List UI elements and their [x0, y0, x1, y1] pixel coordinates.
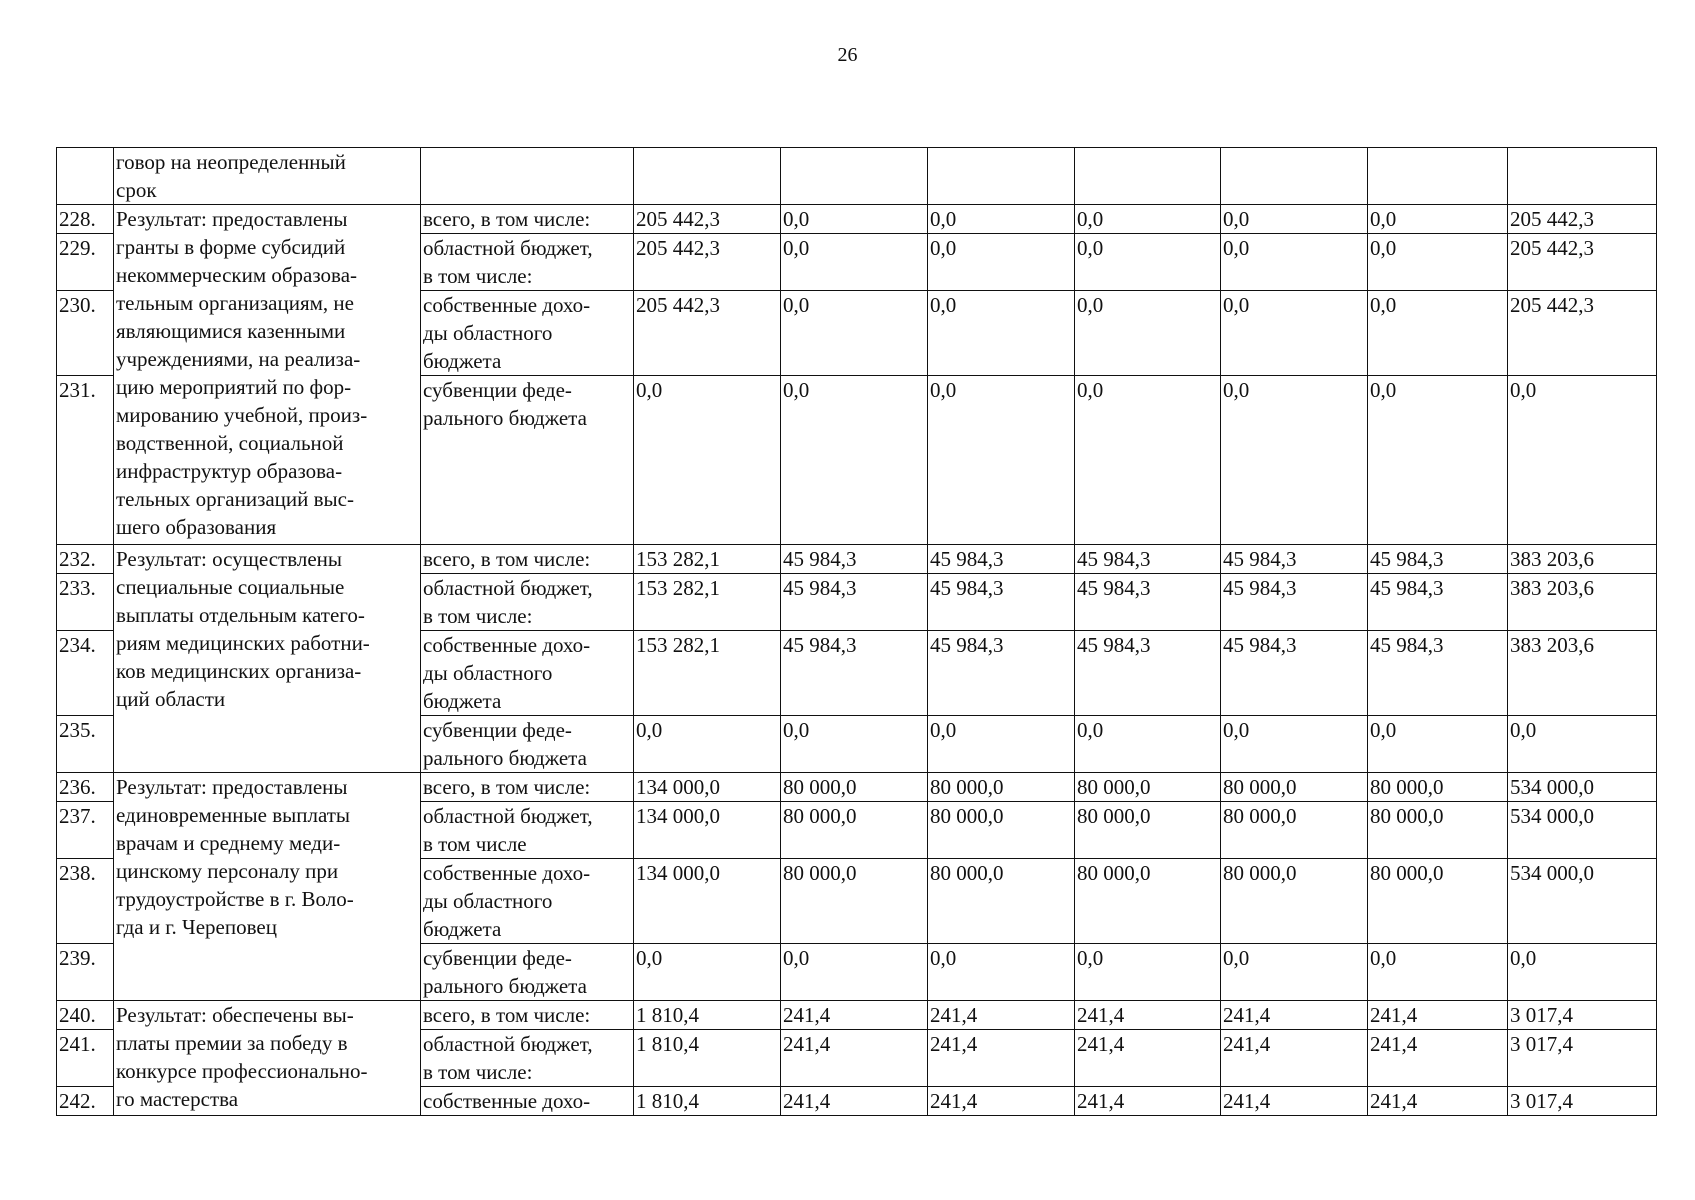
source-cell: областной бюджет, в том числе:	[421, 574, 634, 631]
value-cell: 241,4	[781, 1001, 928, 1030]
value-cell: 134 000,0	[634, 773, 781, 802]
value-cell: 0,0	[1221, 716, 1368, 773]
value-cell: 0,0	[1075, 944, 1221, 1001]
value-cell: 534 000,0	[1508, 859, 1657, 944]
value-cell: 0,0	[781, 234, 928, 291]
value-cell: 45 984,3	[1075, 574, 1221, 631]
row-number-cell: 232.	[57, 545, 114, 574]
value-cell: 0,0	[1508, 944, 1657, 1001]
value-cell: 0,0	[1368, 716, 1508, 773]
value-cell: 45 984,3	[928, 545, 1075, 574]
value-cell: 0,0	[634, 716, 781, 773]
value-cell: 134 000,0	[634, 859, 781, 944]
source-cell: субвенции феде- рального бюджета	[421, 944, 634, 1001]
row-number-cell	[57, 148, 114, 205]
table-row	[57, 545, 1657, 574]
value-cell: 0,0	[1508, 716, 1657, 773]
value-cell: 45 984,3	[1075, 631, 1221, 716]
value-cell: 153 282,1	[634, 631, 781, 716]
value-cell: 0,0	[928, 291, 1075, 376]
value-cell: 205 442,3	[1508, 234, 1657, 291]
result-cell: Результат: предоставлены единовременные выплаты врачам и среднему меди- цинскому персоналу при трудоустройстве в г. Воло- гда и г. Череповец	[114, 773, 421, 1001]
value-cell: 0,0	[781, 205, 928, 234]
row-number-cell: 230.	[57, 291, 114, 376]
source-cell: всего, в том числе:	[421, 545, 634, 574]
value-cell: 0,0	[1368, 234, 1508, 291]
value-cell: 0,0	[928, 205, 1075, 234]
value-cell: 205 442,3	[634, 291, 781, 376]
value-cell: 0,0	[781, 944, 928, 1001]
value-cell: 241,4	[781, 1030, 928, 1087]
row-number-cell: 236.	[57, 773, 114, 802]
value-cell	[634, 148, 781, 205]
value-cell: 1 810,4	[634, 1030, 781, 1087]
value-cell: 205 442,3	[634, 234, 781, 291]
value-cell: 0,0	[634, 944, 781, 1001]
row-number-cell: 235.	[57, 716, 114, 773]
table-row-continuation	[57, 148, 1657, 205]
value-cell	[781, 148, 928, 205]
value-cell: 241,4	[928, 1001, 1075, 1030]
value-cell: 45 984,3	[1368, 631, 1508, 716]
table-row	[57, 1001, 1657, 1030]
row-number-cell: 233.	[57, 574, 114, 631]
value-cell: 3 017,4	[1508, 1030, 1657, 1087]
value-cell: 241,4	[1368, 1087, 1508, 1116]
value-cell: 0,0	[1075, 716, 1221, 773]
row-number-cell: 241.	[57, 1030, 114, 1087]
value-cell: 80 000,0	[1368, 773, 1508, 802]
value-cell: 80 000,0	[1221, 802, 1368, 859]
value-cell: 45 984,3	[928, 574, 1075, 631]
value-cell: 241,4	[928, 1087, 1075, 1116]
budget-table	[56, 147, 1657, 1116]
value-cell: 80 000,0	[1075, 859, 1221, 944]
value-cell: 80 000,0	[1075, 773, 1221, 802]
source-cell: собственные дохо- ды областного бюджета	[421, 631, 634, 716]
source-cell: областной бюджет, в том числе:	[421, 234, 634, 291]
row-number-cell: 231.	[57, 376, 114, 545]
value-cell: 45 984,3	[781, 574, 928, 631]
source-cell: всего, в том числе:	[421, 205, 634, 234]
value-cell: 241,4	[1221, 1030, 1368, 1087]
source-cell: всего, в том числе:	[421, 773, 634, 802]
value-cell: 45 984,3	[1221, 574, 1368, 631]
value-cell: 383 203,6	[1508, 574, 1657, 631]
value-cell: 0,0	[634, 376, 781, 545]
source-cell: областной бюджет, в том числе:	[421, 1030, 634, 1087]
value-cell: 0,0	[1221, 205, 1368, 234]
value-cell: 0,0	[781, 291, 928, 376]
value-cell: 45 984,3	[1221, 631, 1368, 716]
value-cell: 534 000,0	[1508, 802, 1657, 859]
table-row	[57, 205, 1657, 234]
value-cell: 0,0	[1075, 205, 1221, 234]
value-cell: 80 000,0	[928, 773, 1075, 802]
source-cell: всего, в том числе:	[421, 1001, 634, 1030]
value-cell: 241,4	[1221, 1087, 1368, 1116]
value-cell: 0,0	[928, 234, 1075, 291]
value-cell: 45 984,3	[1075, 545, 1221, 574]
value-cell: 45 984,3	[1221, 545, 1368, 574]
row-number-cell: 238.	[57, 859, 114, 944]
value-cell: 80 000,0	[1368, 802, 1508, 859]
value-cell: 0,0	[1368, 944, 1508, 1001]
value-cell: 3 017,4	[1508, 1087, 1657, 1116]
value-cell: 80 000,0	[1221, 859, 1368, 944]
value-cell: 80 000,0	[781, 773, 928, 802]
page-number: 26	[837, 44, 858, 66]
value-cell: 383 203,6	[1508, 545, 1657, 574]
value-cell	[1508, 148, 1657, 205]
value-cell: 241,4	[1368, 1001, 1508, 1030]
value-cell: 241,4	[1368, 1030, 1508, 1087]
value-cell: 0,0	[1221, 234, 1368, 291]
result-cell: говор на неопределенный срок	[114, 148, 421, 205]
value-cell: 0,0	[928, 376, 1075, 545]
value-cell: 80 000,0	[1221, 773, 1368, 802]
row-number-cell: 228.	[57, 205, 114, 234]
value-cell: 0,0	[1075, 234, 1221, 291]
value-cell: 0,0	[1221, 944, 1368, 1001]
value-cell: 0,0	[1075, 376, 1221, 545]
value-cell: 0,0	[928, 944, 1075, 1001]
value-cell: 134 000,0	[634, 802, 781, 859]
value-cell: 0,0	[1368, 376, 1508, 545]
value-cell: 0,0	[781, 376, 928, 545]
value-cell: 1 810,4	[634, 1087, 781, 1116]
source-cell: собственные дохо-	[421, 1087, 634, 1116]
source-cell: собственные дохо- ды областного бюджета	[421, 859, 634, 944]
value-cell: 45 984,3	[1368, 574, 1508, 631]
value-cell	[1368, 148, 1508, 205]
table-body	[57, 148, 1657, 1116]
value-cell: 383 203,6	[1508, 631, 1657, 716]
value-cell: 205 442,3	[1508, 205, 1657, 234]
value-cell: 205 442,3	[634, 205, 781, 234]
source-cell	[421, 148, 634, 205]
value-cell: 0,0	[1508, 376, 1657, 545]
value-cell: 1 810,4	[634, 1001, 781, 1030]
table-row	[57, 773, 1657, 802]
value-cell: 0,0	[1221, 376, 1368, 545]
value-cell: 153 282,1	[634, 545, 781, 574]
value-cell	[1221, 148, 1368, 205]
value-cell: 241,4	[1075, 1087, 1221, 1116]
value-cell: 241,4	[781, 1087, 928, 1116]
value-cell: 45 984,3	[781, 545, 928, 574]
source-cell: субвенции феде- рального бюджета	[421, 716, 634, 773]
row-number-cell: 234.	[57, 631, 114, 716]
value-cell: 0,0	[781, 716, 928, 773]
source-cell: собственные дохо- ды областного бюджета	[421, 291, 634, 376]
value-cell	[1075, 148, 1221, 205]
value-cell: 80 000,0	[1075, 802, 1221, 859]
value-cell: 241,4	[1221, 1001, 1368, 1030]
source-cell: субвенции феде- рального бюджета	[421, 376, 634, 545]
value-cell: 205 442,3	[1508, 291, 1657, 376]
row-number-cell: 237.	[57, 802, 114, 859]
value-cell: 241,4	[1075, 1030, 1221, 1087]
value-cell: 80 000,0	[928, 859, 1075, 944]
value-cell: 0,0	[1221, 291, 1368, 376]
value-cell: 80 000,0	[1368, 859, 1508, 944]
value-cell: 0,0	[1368, 291, 1508, 376]
source-cell: областной бюджет, в том числе	[421, 802, 634, 859]
value-cell: 3 017,4	[1508, 1001, 1657, 1030]
value-cell: 0,0	[1368, 205, 1508, 234]
value-cell: 45 984,3	[928, 631, 1075, 716]
value-cell: 80 000,0	[781, 802, 928, 859]
value-cell: 534 000,0	[1508, 773, 1657, 802]
row-number-cell: 239.	[57, 944, 114, 1001]
row-number-cell: 229.	[57, 234, 114, 291]
value-cell: 80 000,0	[928, 802, 1075, 859]
value-cell: 80 000,0	[781, 859, 928, 944]
value-cell: 241,4	[928, 1030, 1075, 1087]
value-cell: 241,4	[1075, 1001, 1221, 1030]
row-number-cell: 242.	[57, 1087, 114, 1116]
value-cell	[928, 148, 1075, 205]
value-cell: 0,0	[1075, 291, 1221, 376]
value-cell: 45 984,3	[781, 631, 928, 716]
result-cell: Результат: обеспечены вы- платы премии за победу в конкурсе профессионально- го мастерства	[114, 1001, 421, 1116]
value-cell: 153 282,1	[634, 574, 781, 631]
value-cell: 45 984,3	[1368, 545, 1508, 574]
value-cell: 0,0	[928, 716, 1075, 773]
result-cell: Результат: осуществлены специальные социальные выплаты отдельным катего- риям медицинских работни- ков медицинских организа- ций области	[114, 545, 421, 773]
result-cell: Результат: предоставлены гранты в форме субсидий некоммерческим образова- тельным организациям, не являющимися казенными учреждениями, на реализа- цию мероприятий по фор- мированию учебной, произ- водственной, социальной инфраструктур образова- тельных организаций выс- шего образования	[114, 205, 421, 545]
row-number-cell: 240.	[57, 1001, 114, 1030]
